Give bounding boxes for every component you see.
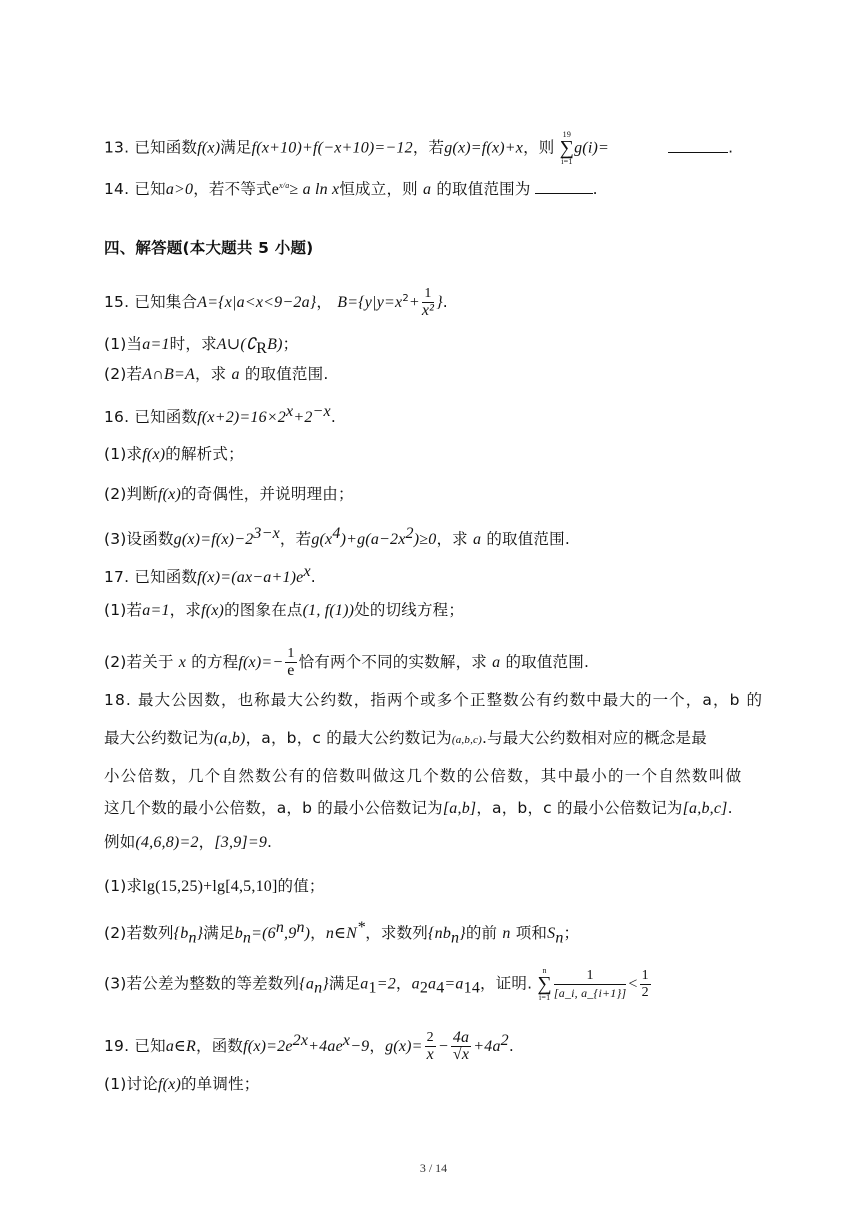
problem-18-line5 <box>104 832 272 853</box>
subscript: 1 <box>368 979 377 997</box>
text: 的方程 <box>191 653 239 671</box>
problem-19-q1 <box>104 1074 260 1095</box>
text: ； <box>563 924 580 943</box>
formula: B) <box>267 336 283 353</box>
exponent: x <box>342 1031 351 1049</box>
formula: [a,b] <box>442 800 477 817</box>
text: ，求数列 <box>365 924 429 943</box>
formula: B={y|y=x <box>337 294 403 311</box>
text: ，a，b，c 的最大公约数记为 <box>245 729 452 747</box>
formula: a <box>411 975 420 993</box>
text: . <box>310 568 316 587</box>
text: (2)判断 <box>104 485 158 503</box>
answer-blank <box>668 138 728 153</box>
formula: − <box>437 1038 449 1055</box>
text: 已知 <box>134 1037 166 1055</box>
problem-16-q1 <box>104 444 244 465</box>
problem-18-line4 <box>104 798 733 819</box>
variable: a <box>492 654 501 671</box>
problem-17-q1 <box>104 600 464 621</box>
problem-17-q2 <box>104 646 589 679</box>
formula: +4ae <box>308 1038 343 1055</box>
formula: [3,9]=9 <box>214 834 268 851</box>
fraction: $\frac{2}{x}$ <box>426 1030 434 1063</box>
problem-18-q2 <box>104 918 579 948</box>
text: 项和 <box>515 924 548 943</box>
text: ，证明. <box>480 974 533 993</box>
exponent: x <box>286 403 294 420</box>
problem-18-line3: 小公倍数，几个自然数公有的倍数叫做这几个数的公倍数，其中最小的一个自然数叫做 <box>104 767 743 785</box>
formula: f(x+10)+f(−x+10)=−12 <box>251 139 413 157</box>
formula: −9 <box>350 1038 370 1055</box>
exponent: n <box>296 919 305 936</box>
text: ，则 <box>523 138 555 157</box>
text: (1)若 <box>104 601 143 619</box>
formula: S <box>547 925 556 943</box>
text: 已知 <box>134 180 166 199</box>
problem-16-q3 <box>104 524 570 550</box>
summation: n ∑ i=1 <box>537 966 552 1002</box>
text: 满足 <box>220 138 252 157</box>
formula: )≥0 <box>413 531 437 549</box>
problem-16-q2 <box>104 484 354 505</box>
text: (1)求 <box>104 877 143 895</box>
text: 的取值范围. <box>244 365 329 383</box>
text: 的图象在点 <box>224 601 303 619</box>
text: 已知集合 <box>134 293 198 311</box>
formula: f(x) <box>157 486 181 503</box>
text: ，函数 <box>196 1037 244 1055</box>
problem-18-line1: 18. 最大公因数，也称最大公约数，指两个或多个正整数公有约数中最大的一个，a，b 的 <box>104 691 764 709</box>
exponent: 4 <box>332 525 341 542</box>
text: 的取值范围. <box>486 530 570 549</box>
text: . <box>442 293 448 311</box>
formula: a=1 <box>142 602 170 619</box>
text: (3)若公差为整数的等差数列 <box>104 974 300 993</box>
formula: f(x)=2e <box>243 1038 293 1055</box>
section-title: 四、解答题(本大题共 5 小题) <box>104 239 314 257</box>
formula: g(x)= <box>385 1038 423 1055</box>
formula: f(x)=(ax−a+1)e <box>197 569 304 587</box>
text: ，a，b，c 的最小公倍数记为 <box>476 799 683 817</box>
text: (2)若数列 <box>104 924 174 943</box>
fraction: $\frac{1}{\text{x²}}$ <box>421 286 435 319</box>
formula: {b <box>173 925 189 943</box>
formula: +2 <box>293 409 313 427</box>
formula: b <box>234 925 243 943</box>
exponent: 2x <box>292 1031 309 1049</box>
variable: a <box>472 531 482 549</box>
text: 满足 <box>203 924 235 943</box>
text: (1)当 <box>104 335 143 353</box>
subscript: 4 <box>436 979 445 997</box>
formula: n∈N <box>325 925 357 943</box>
text: 满足 <box>328 974 361 993</box>
formula: e <box>271 181 280 199</box>
text: . <box>267 833 273 851</box>
formula: A∪(∁ <box>216 336 257 353</box>
summation: 19 ∑ i=1 <box>559 130 575 166</box>
formula: f(x)=− <box>238 654 284 671</box>
formula: {nb <box>428 925 452 943</box>
text: . <box>728 138 734 157</box>
fraction: $\frac{1}{2}$ <box>641 967 649 1000</box>
subscript: n <box>242 929 252 947</box>
text: 这几个数的最小公倍数，a，b 的最小公倍数记为 <box>104 799 443 817</box>
text: 已知函数 <box>134 408 198 427</box>
text: ， <box>198 833 215 851</box>
formula: )+g(a−2x <box>340 531 406 549</box>
text: ， <box>310 924 326 943</box>
exponent: 2 <box>405 525 414 542</box>
text: ； <box>282 335 299 353</box>
formula: A∩B=A <box>142 366 195 383</box>
problem-18-line2 <box>104 728 707 750</box>
text: ，若 <box>279 530 312 549</box>
subscript: n <box>555 929 564 947</box>
formula: (a,b,c) <box>451 734 482 746</box>
formula: =2 <box>376 975 396 993</box>
problem-16 <box>104 402 336 428</box>
text: 的单调性； <box>180 1075 260 1093</box>
problem-number: 14. <box>104 180 130 199</box>
problem-number: 16. <box>104 408 130 427</box>
text: .与最大公约数相对应的概念是最 <box>481 729 707 747</box>
text: ， <box>395 974 412 993</box>
variable: a <box>423 181 432 199</box>
formula: g(x <box>311 531 333 549</box>
formula: a <box>360 975 369 993</box>
subscript: 14 <box>463 979 481 997</box>
formula: =a <box>444 975 464 993</box>
exponent: 2 <box>500 1031 509 1049</box>
subscript: R <box>256 340 268 358</box>
problem-15-q2 <box>104 364 328 385</box>
exponent: x/a <box>279 181 290 190</box>
text: ， <box>369 1037 386 1055</box>
text: . <box>330 408 336 427</box>
formula: {a <box>299 975 315 993</box>
fraction: $\frac{1}{[a\_i, a\_\{i+1\}]}$ <box>553 967 627 1000</box>
exponent: −x <box>312 403 331 420</box>
formula: f(x+2)=16×2 <box>197 409 287 427</box>
text: ，求 <box>194 365 227 383</box>
formula: g(i)= <box>574 139 610 157</box>
text: . <box>508 1037 515 1055</box>
formula: + <box>408 294 420 311</box>
text: 处的切线方程； <box>354 601 465 619</box>
text: 的取值范围. <box>505 653 590 671</box>
text: 的取值范围为 <box>436 180 531 199</box>
formula: a <box>428 975 437 993</box>
subscript: n <box>188 929 197 947</box>
formula: ≥ a ln x <box>289 181 340 199</box>
fraction: $\frac{4a}{√x}$ <box>452 1029 470 1063</box>
formula: (a,b) <box>213 730 246 747</box>
variable: a <box>231 366 240 383</box>
subscript: n <box>451 929 460 947</box>
text: 已知函数 <box>134 568 198 587</box>
formula: f(x) <box>157 1076 181 1093</box>
subscript: 2 <box>419 979 429 997</box>
formula: f(x) <box>142 446 166 463</box>
problem-18-q1 <box>104 876 325 897</box>
text: . <box>592 180 598 199</box>
problem-14 <box>104 176 598 200</box>
text: ，求 <box>169 601 202 619</box>
page-number: 3 / 14 <box>419 1161 448 1175</box>
problem-number: 17. <box>104 568 130 587</box>
text: 已知函数 <box>134 138 198 157</box>
formula: +4a <box>473 1038 501 1055</box>
formula: f(x) <box>201 602 225 619</box>
formula: ) <box>304 925 311 943</box>
text: 的解析式； <box>165 445 244 463</box>
formula: (4,6,8)=2 <box>135 834 199 851</box>
text: (2)若 <box>104 365 143 383</box>
exponent: * <box>357 919 366 936</box>
formula: } <box>322 975 329 993</box>
text: 时，求 <box>169 335 217 353</box>
formula: f(x) <box>197 139 221 157</box>
formula: [a,b,c] <box>682 800 728 817</box>
formula: } <box>459 925 466 943</box>
subscript: n <box>314 979 323 997</box>
text: 例如 <box>104 833 136 851</box>
formula: g(x)=f(x)−2 <box>173 531 254 549</box>
problem-number: 15. <box>104 293 130 311</box>
text: ，若 <box>412 138 445 157</box>
answer-blank <box>535 179 593 194</box>
problem-17 <box>104 562 316 588</box>
problem-15: 15. 已知集合A={x|a<x<9−2a}， $B=\{y|y=x^2+$ $\frac{1}{\text{x²}}$ }. <box>104 286 448 319</box>
fraction: $\frac{1}{e}$ <box>287 646 295 679</box>
formula: a=1 <box>142 336 170 353</box>
formula: lg(15,25)+lg[4,5,10] <box>142 878 278 895</box>
formula: A={x|a<x<9−2a} <box>197 294 317 311</box>
text: 恰有两个不同的实数解，求 <box>298 653 487 671</box>
text: ，求 <box>436 530 468 549</box>
text: . <box>727 799 733 817</box>
text: ，若不等式 <box>193 180 272 199</box>
variable: n <box>502 925 511 943</box>
formula: a∈R <box>165 1038 197 1055</box>
exponent: n <box>275 919 285 936</box>
text: 最大公约数记为 <box>104 729 214 747</box>
formula: a>0 <box>165 181 194 199</box>
problem-number: 19. <box>104 1037 130 1055</box>
variable: x <box>178 654 187 671</box>
formula: (1, f(1)) <box>302 602 355 619</box>
text: (1)求 <box>104 445 143 463</box>
exponent: 3−x <box>253 525 280 542</box>
text: (2)若关于 <box>104 653 174 671</box>
text: 的前 <box>465 924 498 943</box>
formula: =(6 <box>251 925 276 943</box>
problem-15-q1 <box>104 334 298 359</box>
text: (1)讨论 <box>104 1075 158 1093</box>
problem-number: 13. <box>104 138 130 157</box>
text: 的奇偶性，并说明理由； <box>180 485 354 503</box>
text: (3)设函数 <box>104 530 174 549</box>
exponent: x <box>303 563 311 580</box>
formula: } <box>196 925 204 943</box>
formula: } <box>436 294 443 311</box>
text: 的值； <box>277 877 325 895</box>
problem-18-q3 <box>104 966 653 1002</box>
formula: < <box>628 975 638 993</box>
formula: ,9 <box>284 925 297 943</box>
formula: g(x)=f(x)+x <box>444 139 524 157</box>
problem-13 <box>104 130 733 166</box>
problem-19 <box>104 1030 514 1063</box>
text: ， <box>316 293 333 311</box>
text: 恒成立，则 <box>339 180 418 199</box>
